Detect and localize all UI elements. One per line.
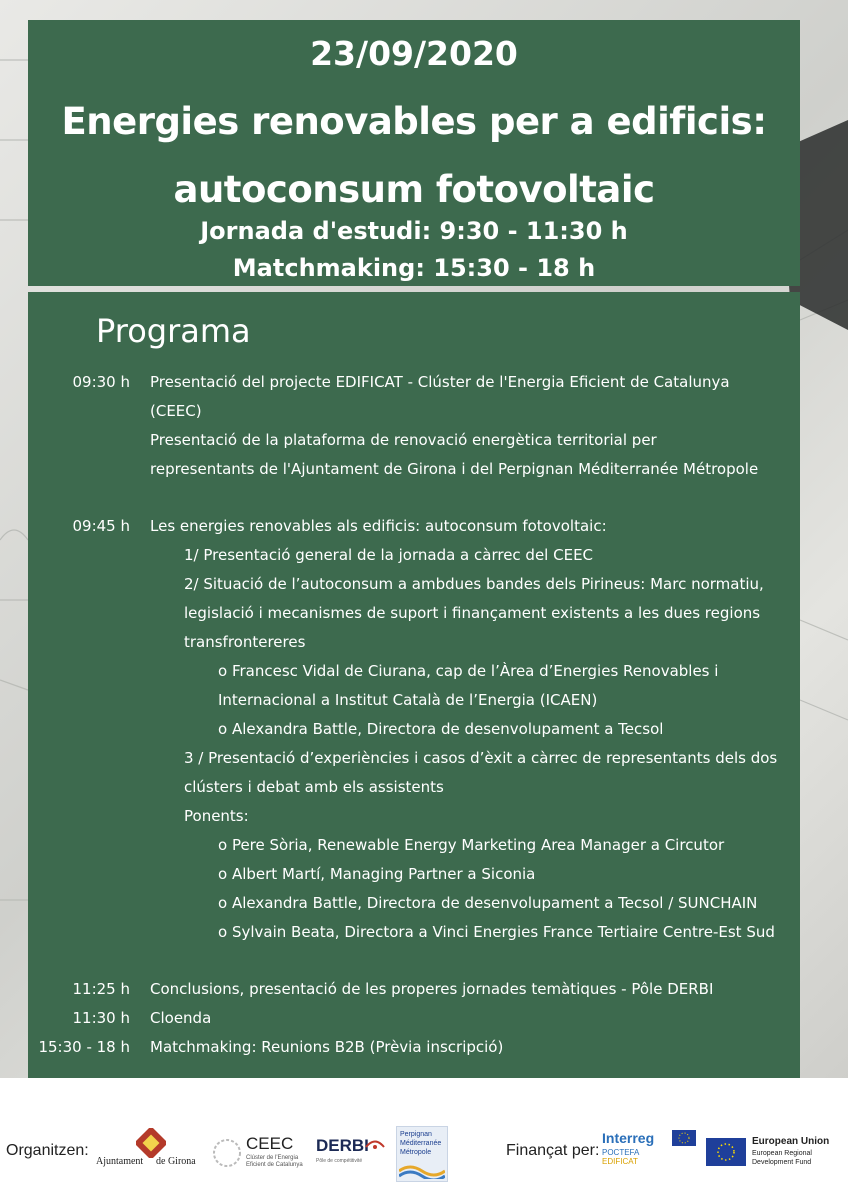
perpignan-logo-line3: Métropole — [400, 1149, 432, 1156]
eu-flag-icon — [706, 1138, 746, 1166]
program-time: 11:30 h — [72, 1009, 130, 1027]
perpignan-logo — [396, 1126, 448, 1182]
derbi-logo — [316, 1136, 386, 1176]
program-text: clústers i debat amb els assistents — [184, 778, 444, 796]
girona-logo-line2: de Girona — [156, 1156, 196, 1167]
program-text: legislació i mecanismes de suport i finançament existents a les dues regions — [184, 604, 761, 622]
program-text: Presentació de la plataforma de renovació energètica territorial per — [150, 431, 657, 449]
program-text: Internacional a Institut Català de l’Energia (ICAEN) — [218, 691, 598, 709]
girona-logo — [96, 1128, 208, 1172]
girona-logo-line1: Ajuntament — [96, 1156, 144, 1167]
program-text: 3 / Presentació d’experiències i casos d’èxit a càrrec de representants dels dos — [184, 749, 778, 767]
organizers-label: Organitzen: — [6, 1142, 89, 1159]
interreg-logo-sub2: EDIFICAT — [602, 1157, 638, 1166]
derbi-logo-name: DERBI — [316, 1136, 369, 1155]
program-text: Conclusions, presentació de les properes jornades temàtiques - Pôle DERBI — [150, 980, 714, 998]
program-panel — [28, 292, 800, 1078]
perpignan-wave-icon — [399, 1161, 445, 1179]
ceec-logo — [212, 1134, 312, 1178]
derbi-logo-sub: Pôle de compétitivité — [316, 1158, 363, 1164]
program-text: Les energies renovables als edificis: autoconsum fotovoltaic: — [150, 517, 607, 535]
ceec-logo-sub2: Eficient de Catalunya — [246, 1162, 303, 1168]
program-time: 09:45 h — [72, 517, 130, 535]
derbi-wind-icon — [364, 1136, 386, 1158]
program-text: o Francesc Vidal de Ciurana, cap de l’Àrea d’Energies Renovables i — [218, 662, 719, 680]
interreg-eu-flag-icon — [672, 1130, 696, 1146]
program-text: 2/ Situació de l’autoconsum a ambdues bandes dels Pirineus: Marc normatiu, — [184, 575, 764, 593]
interreg-logo-name: Interreg — [602, 1130, 655, 1146]
perpignan-logo-line2: Méditerranée — [400, 1140, 442, 1147]
interreg-logo-sub1: POCTEFA — [602, 1148, 640, 1157]
interreg-logo — [602, 1130, 698, 1174]
program-text: representants de l'Ajuntament de Girona i del Perpignan Méditerranée Métropole — [150, 460, 759, 478]
session-study-day: Jornada d'estudi: 9:30 - 11:30 h — [200, 217, 628, 245]
program-text: Cloenda — [150, 1009, 212, 1027]
eu-logo — [706, 1136, 846, 1176]
program-text: (CEEC) — [150, 402, 202, 420]
eu-logo-line3: Development Fund — [752, 1159, 812, 1166]
event-date: 23/09/2020 — [310, 34, 518, 73]
ceec-circle-icon — [212, 1138, 242, 1168]
perpignan-logo-line1: Perpignan — [400, 1131, 432, 1138]
program-text: transfrontereres — [184, 633, 306, 651]
program-text: Matchmaking: Reunions B2B (Prèvia inscripció) — [150, 1038, 504, 1056]
program-title: Programa — [96, 312, 251, 350]
event-title-line1: Energies renovables per a edificis: — [61, 100, 767, 143]
header-panel — [28, 20, 800, 286]
program-text: o Pere Sòria, Renewable Energy Marketing Area Manager a Circutor — [218, 836, 725, 854]
eu-logo-line1: European Union — [752, 1136, 830, 1147]
program-time: 11:25 h — [72, 980, 130, 998]
program-text: Ponents: — [184, 807, 249, 825]
program-text: 1/ Presentació general de la jornada a càrrec del CEEC — [184, 546, 594, 564]
girona-shield-icon — [136, 1128, 166, 1158]
program-text: o Alexandra Battle, Directora de desenvolupament a Tecsol / SUNCHAIN — [218, 894, 758, 912]
funded-label: Finançat per: — [506, 1142, 600, 1159]
footer — [0, 1078, 848, 1200]
ceec-logo-name: CEEC — [246, 1134, 294, 1153]
event-title-line2: autoconsum fotovoltaic — [173, 168, 655, 211]
program-time: 09:30 h — [72, 373, 130, 391]
program-text: o Albert Martí, Managing Partner a Siconia — [218, 865, 536, 883]
eu-logo-line2: European Regional — [752, 1150, 812, 1157]
session-matchmaking: Matchmaking: 15:30 - 18 h — [232, 254, 596, 282]
program-time: 15:30 - 18 h — [38, 1038, 130, 1056]
program-text: Presentació del projecte EDIFICAT - Clúster de l'Energia Eficient de Catalunya — [150, 373, 730, 391]
program-text: o Alexandra Battle, Directora de desenvolupament a Tecsol — [218, 720, 664, 738]
ceec-logo-sub1: Clúster de l'Energia — [246, 1155, 299, 1161]
program-text: o Sylvain Beata, Directora a Vinci Energies France Tertiaire Centre-Est Sud — [218, 923, 775, 941]
